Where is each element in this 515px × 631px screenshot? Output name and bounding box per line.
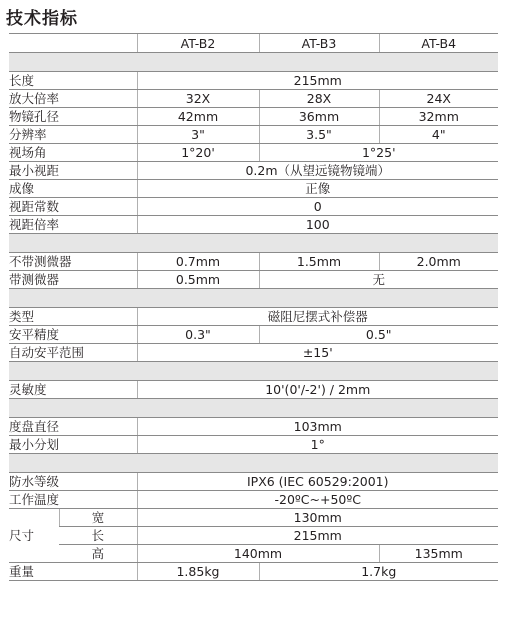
- value-b3: 3.5": [259, 126, 379, 144]
- row-label: 最小视距: [9, 162, 137, 180]
- row-label: 工作温度: [9, 491, 137, 509]
- page-title: 技术指标: [6, 9, 78, 29]
- row-label: 带测微器: [9, 271, 137, 289]
- row-value: 1°: [137, 436, 498, 454]
- value-b2-b3: 140mm: [137, 545, 379, 563]
- table-row: [9, 72, 498, 90]
- value-b4: 24X: [379, 90, 498, 108]
- row-label: 安平精度: [9, 326, 137, 344]
- model-header-b4: AT-B4: [379, 34, 498, 53]
- row-value: 正像: [137, 180, 498, 198]
- value-b3-b4: 0.5": [259, 326, 498, 344]
- table-row: [9, 162, 498, 180]
- row-label: 不带测微器: [9, 253, 137, 271]
- row-label: 视距常数: [9, 198, 137, 216]
- value-b3: 1.5mm: [259, 253, 379, 271]
- row-label: 类型: [9, 308, 137, 326]
- table-row: [9, 563, 498, 581]
- row-label: 灵敏度: [9, 381, 137, 399]
- row-label: 视距倍率: [9, 216, 137, 234]
- table-row: [9, 144, 498, 162]
- header-empty-cell: [9, 34, 137, 53]
- table-row: [9, 527, 498, 545]
- value-b2: 1.85kg: [137, 563, 259, 581]
- table-row: [9, 473, 498, 491]
- row-value: -20ºC~+50ºC: [137, 491, 498, 509]
- section-divider: [9, 399, 498, 418]
- row-label: 自动安平范围: [9, 344, 137, 362]
- row-value: 215mm: [137, 72, 498, 90]
- value-b2: 3": [137, 126, 259, 144]
- row-label: 视场角: [9, 144, 137, 162]
- value-b2: 32X: [137, 90, 259, 108]
- spec-table: [9, 33, 498, 581]
- sub-label-width: 宽: [59, 509, 137, 527]
- section-divider: [9, 234, 498, 253]
- table-row: [9, 108, 498, 126]
- table-row: [9, 436, 498, 454]
- model-header-b3: AT-B3: [259, 34, 379, 53]
- row-value: 0: [137, 198, 498, 216]
- value-b4: 4": [379, 126, 498, 144]
- table-row: [9, 326, 498, 344]
- row-label: 分辨率: [9, 126, 137, 144]
- row-value: 103mm: [137, 418, 498, 436]
- table-row: [9, 198, 498, 216]
- row-value: ±15': [137, 344, 498, 362]
- table-row: [9, 253, 498, 271]
- value-b4: 135mm: [379, 545, 498, 563]
- table-row: [9, 381, 498, 399]
- table-row: [9, 418, 498, 436]
- section-divider: [9, 454, 498, 473]
- value-b2: 0.5mm: [137, 271, 259, 289]
- value-b2: 0.7mm: [137, 253, 259, 271]
- sub-label-length: 长: [59, 527, 137, 545]
- table-row: [9, 509, 498, 527]
- row-value: 100: [137, 216, 498, 234]
- section-divider: [9, 289, 498, 308]
- section-divider: [9, 362, 498, 381]
- sub-label-height: 高: [59, 545, 137, 563]
- table-row: [9, 545, 498, 563]
- value-b3: 36mm: [259, 108, 379, 126]
- row-label: 最小分划: [9, 436, 137, 454]
- value-b2: 42mm: [137, 108, 259, 126]
- table-row: [9, 271, 498, 289]
- model-header-b2: AT-B2: [137, 34, 259, 53]
- dimensions-label: 尺寸: [9, 509, 59, 563]
- value-b3: 28X: [259, 90, 379, 108]
- row-value: 130mm: [137, 509, 498, 527]
- table-row: [9, 491, 498, 509]
- table-row: [9, 180, 498, 198]
- table-row: [9, 90, 498, 108]
- row-label: 物镜孔径: [9, 108, 137, 126]
- table-row: [9, 126, 498, 144]
- row-value: IPX6 (IEC 60529:2001): [137, 473, 498, 491]
- value-b3-b4: 1.7kg: [259, 563, 498, 581]
- row-label: 长度: [9, 72, 137, 90]
- table-row: [9, 344, 498, 362]
- value-b4: 32mm: [379, 108, 498, 126]
- row-label: 度盘直径: [9, 418, 137, 436]
- row-label: 防水等级: [9, 473, 137, 491]
- row-label: 放大倍率: [9, 90, 137, 108]
- row-value: 0.2m（从望远镜物镜端）: [137, 162, 498, 180]
- value-b3-b4: 无: [259, 271, 498, 289]
- section-divider: [9, 53, 498, 72]
- value-b3-b4: 1°25': [259, 144, 498, 162]
- table-row: [9, 308, 498, 326]
- row-value: 磁阻尼摆式补偿器: [137, 308, 498, 326]
- value-b4: 2.0mm: [379, 253, 498, 271]
- row-value: 215mm: [137, 527, 498, 545]
- table-row: [9, 216, 498, 234]
- row-label: 重量: [9, 563, 137, 581]
- header-row: [9, 34, 498, 53]
- value-b2: 1°20': [137, 144, 259, 162]
- row-label: 成像: [9, 180, 137, 198]
- row-value: 10'(0'/-2') / 2mm: [137, 381, 498, 399]
- value-b2: 0.3": [137, 326, 259, 344]
